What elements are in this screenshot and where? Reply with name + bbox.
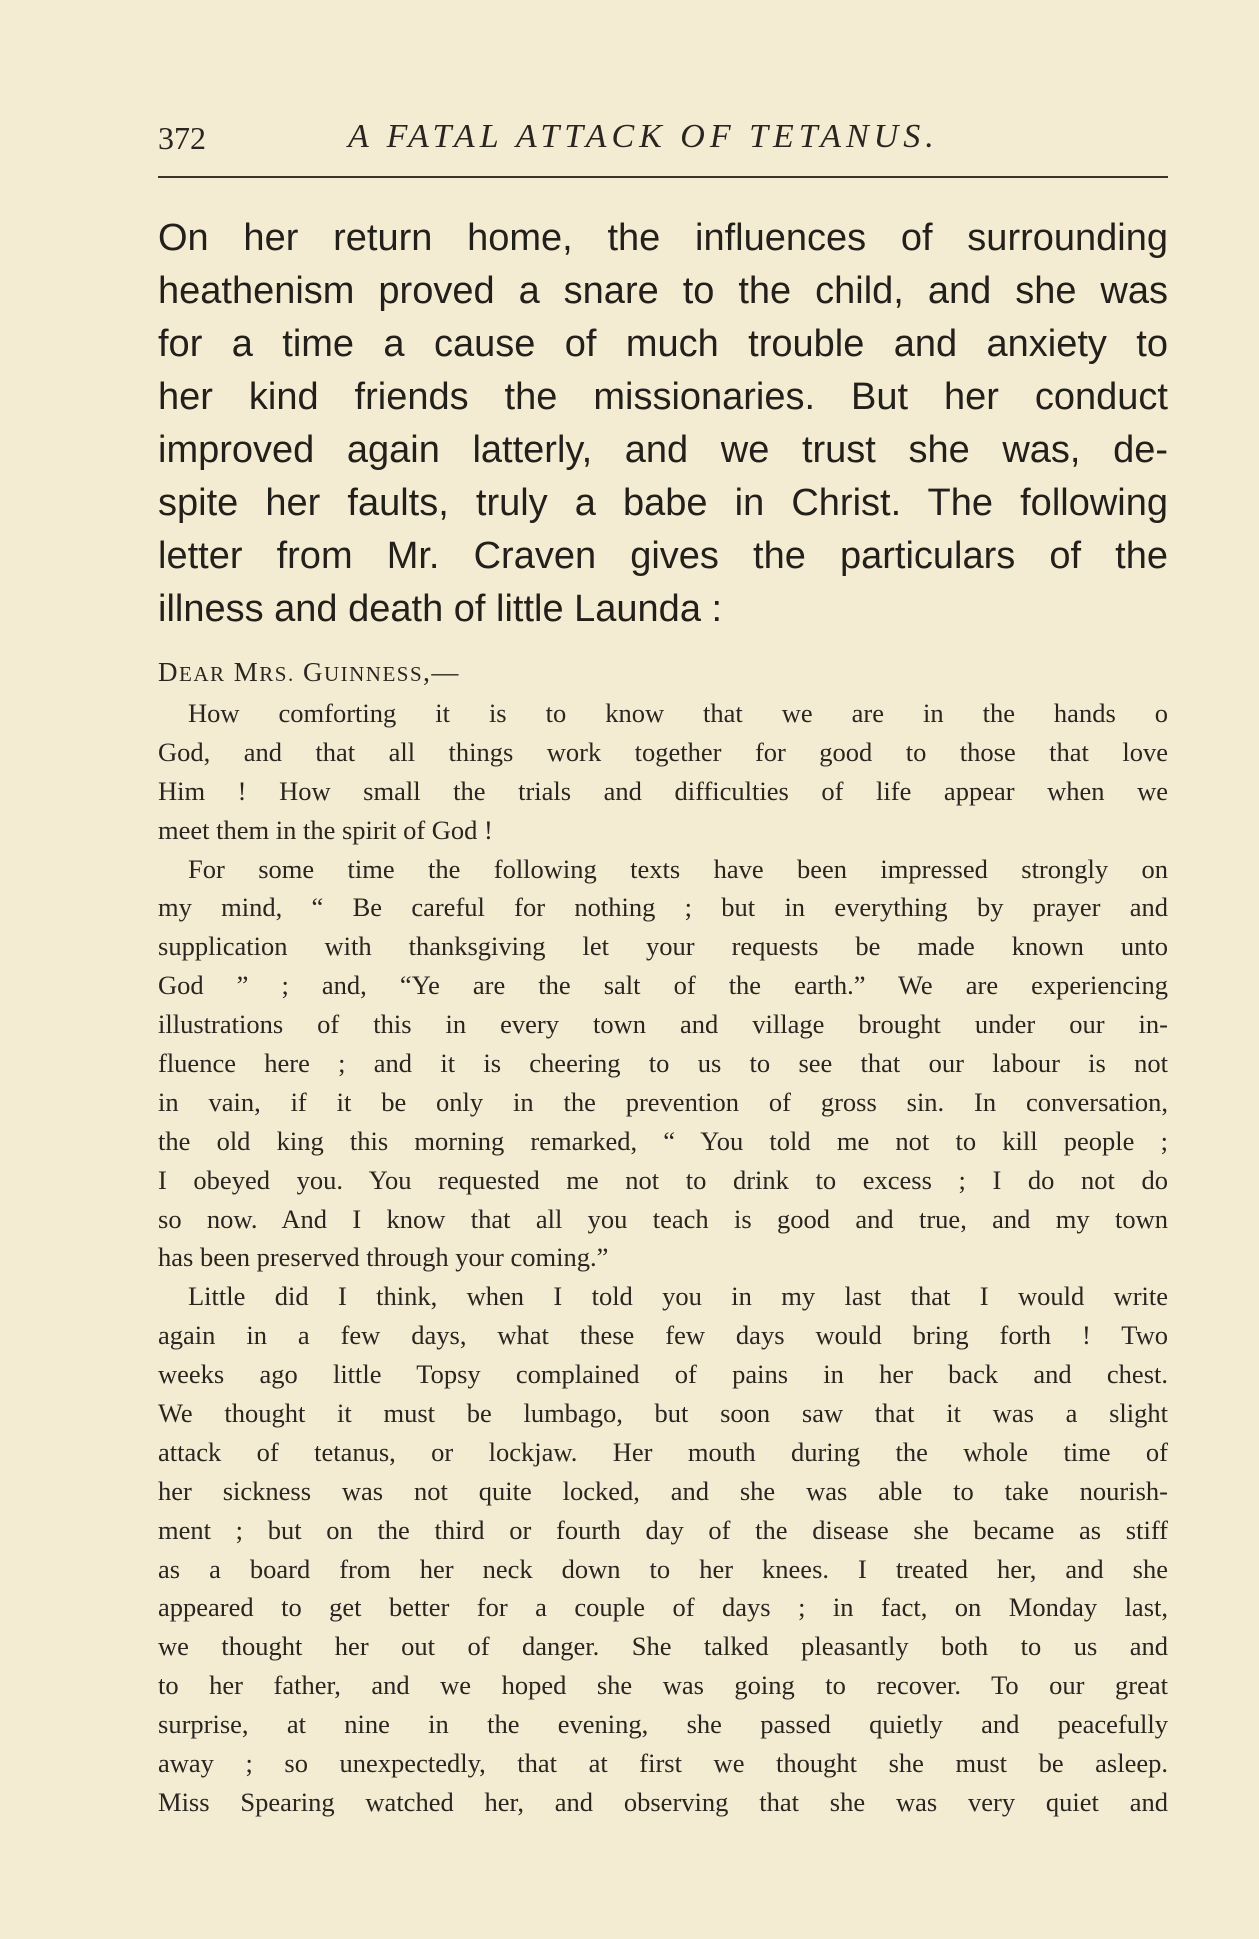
letter-line: surprise, at nine in the evening, she passed quietly and peacefully: [158, 1709, 1168, 1740]
letter-line: to her father, and we hoped she was going to recover. To our great: [158, 1670, 1168, 1701]
letter-line: appeared to get better for a couple of days ; in fact, on Monday last,: [158, 1592, 1168, 1623]
letter-line: How comforting it is to know that we are in the hands o: [188, 698, 1168, 728]
salutation-smallcaps: UINNESS: [323, 662, 424, 686]
salutation-dash: ,—: [423, 657, 460, 687]
letter-line: ment ; but on the third or fourth day of the disease she became as stiff: [158, 1514, 1168, 1545]
letter-line: the old king this morning remarked, “ You told me not to kill people ;: [158, 1125, 1168, 1156]
letter-line: God ” ; and, “Ye are the salt of the earth.” We are experiencing: [158, 970, 1168, 1001]
header-rule: [158, 176, 1168, 178]
salutation-initial: G: [302, 657, 324, 687]
intro-line: improved again latterly, and we trust she was, de-: [158, 429, 1168, 471]
letter-line: meet them in the spirit of God !: [158, 814, 493, 845]
running-title: A FATAL ATTACK OF TETANUS.: [348, 118, 939, 155]
letter-line: away ; so unexpectedly, that at first we thought she must be asleep.: [158, 1748, 1168, 1779]
intro-line: On her return home, the influences of surrounding: [158, 217, 1168, 259]
letter-paragraph-1: [158, 694, 1168, 850]
running-head: [158, 112, 1168, 162]
letter-line: For some time the following texts have been impressed strongly on: [188, 853, 1168, 884]
letter-line: Miss Spearing watched her, and observing that she was very quiet and: [158, 1786, 1168, 1817]
letter-line: I obeyed you. You requested me not to drink to excess ; I do not do: [158, 1164, 1168, 1195]
letter-salutation: [158, 650, 1168, 694]
letter-paragraph-3: [158, 1277, 1168, 1821]
letter-line: Little did I think, when I told you in my last that I would write: [188, 1281, 1168, 1312]
letter-line: we thought her out of danger. She talked pleasantly both to us and: [158, 1631, 1168, 1662]
intro-line: spite her faults, truly a babe in Christ. The following: [158, 482, 1168, 524]
intro-line: her kind friends the missionaries. But her conduct: [158, 376, 1168, 418]
letter-line: supplication with thanksgiving let your requests be made known unto: [158, 931, 1168, 962]
letter: [158, 650, 1168, 1822]
letter-line: weeks ago little Topsy complained of pains in her back and chest.: [158, 1359, 1168, 1390]
letter-line: my mind, “ Be careful for nothing ; but in everything by prayer and: [158, 892, 1168, 923]
salutation-smallcaps: EAR: [179, 662, 226, 686]
salutation-initial: M: [233, 657, 260, 687]
letter-line: in vain, if it be only in the prevention of gross sin. In conversation,: [158, 1086, 1168, 1117]
salutation-initial: D: [158, 657, 179, 687]
letter-line: illustrations of this in every town and village brought under our in-: [158, 1009, 1168, 1040]
letter-line: again in a few days, what these few days would bring forth ! Two: [158, 1320, 1168, 1351]
letter-paragraph-2: [158, 850, 1168, 1278]
letter-line: attack of tetanus, or lockjaw. Her mouth during the whole time of: [158, 1436, 1168, 1467]
letter-line: as a board from her neck down to her knees. I treated her, and she: [158, 1553, 1168, 1584]
letter-line: her sickness was not quite locked, and she was able to take nourish-: [158, 1475, 1168, 1506]
letter-line: so now. And I know that all you teach is good and true, and my town: [158, 1203, 1168, 1234]
letter-line: fluence here ; and it is cheering to us to see that our labour is not: [158, 1048, 1168, 1079]
salutation-smallcaps: RS.: [259, 662, 295, 686]
intro-paragraph: [158, 212, 1168, 636]
letter-line: Him ! How small the trials and difficulties of life appear when we: [158, 775, 1168, 806]
letter-line: has been preserved through your coming.”: [158, 1242, 609, 1273]
letter-line: We thought it must be lumbago, but soon saw that it was a slight: [158, 1398, 1168, 1429]
intro-line: illness and death of little Launda :: [158, 588, 723, 630]
letter-line: God, and that all things work together for good to those that love: [158, 736, 1168, 767]
page-number: 372: [158, 120, 206, 156]
intro-line: for a time a cause of much trouble and anxiety to: [158, 323, 1168, 365]
intro-line: letter from Mr. Craven gives the particulars of the: [158, 535, 1168, 577]
intro-line: heathenism proved a snare to the child, and she was: [158, 270, 1168, 312]
